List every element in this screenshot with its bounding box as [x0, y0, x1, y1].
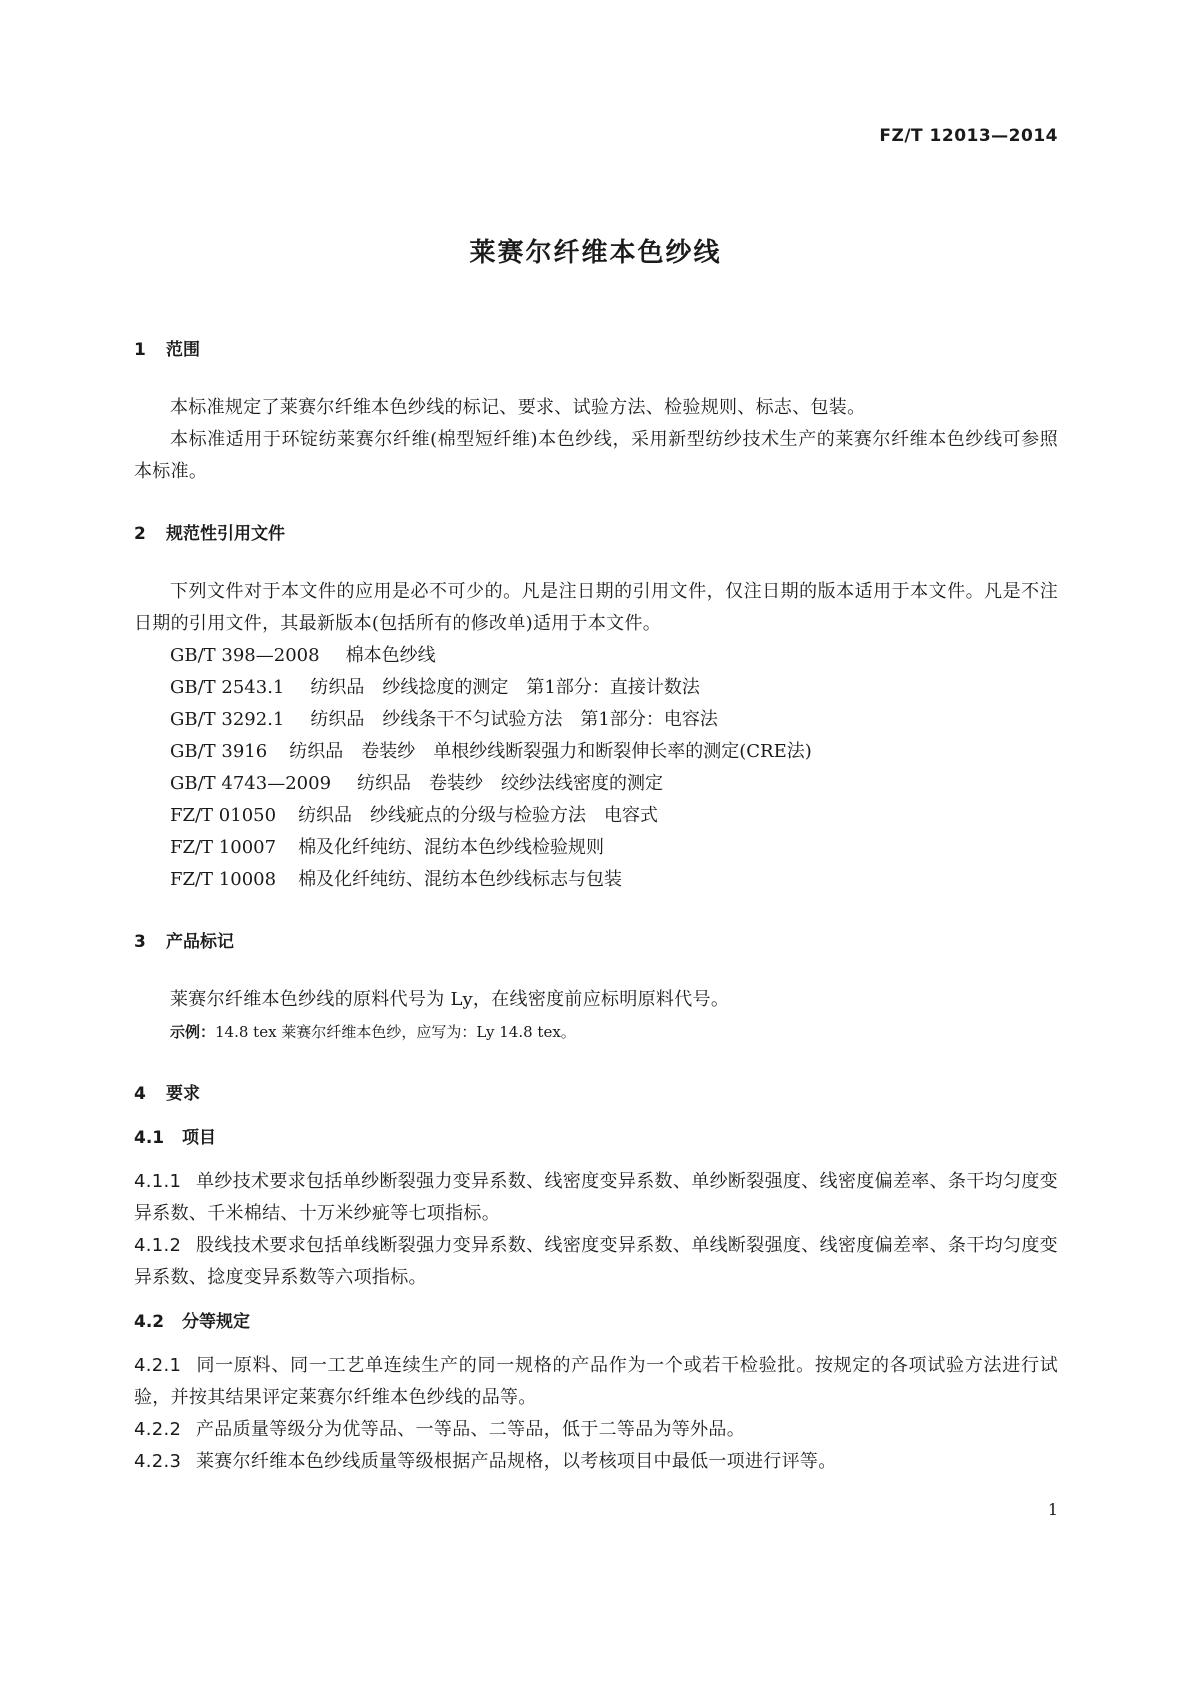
section-heading-1: [134, 334, 1058, 366]
clause-number: 4.2.2: [134, 1419, 182, 1440]
clause-text: 莱赛尔纤维本色纱线质量等级根据产品规格，以考核项目中最低一项进行评等。: [196, 1451, 837, 1472]
section-number: 2: [134, 524, 146, 544]
section-heading-4: [134, 1078, 1058, 1110]
reference-item: [134, 736, 1058, 768]
clause-4-1-2: [134, 1230, 1058, 1294]
reference-code: GB/T 3916: [170, 741, 268, 762]
example-note: [134, 1016, 1058, 1048]
clause-text: 单纱技术要求包括单纱断裂强力变异系数、线密度变异系数、单纱断裂强度、线密度偏差率、条干均匀度变异系数、千米棉结、十万米纱疵等七项指标。: [134, 1171, 1058, 1224]
clause-4-2-2: [134, 1414, 1058, 1446]
reference-title: 纺织品 纱线疵点的分级与检验方法 电容式: [298, 805, 659, 826]
reference-title: 纺织品 卷装纱 绞纱法线密度的测定: [357, 773, 664, 794]
section-number: 4: [134, 1084, 146, 1104]
section-title: 规范性引用文件: [166, 524, 285, 544]
paragraph: 本标准规定了莱赛尔纤维本色纱线的标记、要求、试验方法、检验规则、标志、包装。: [170, 397, 866, 418]
reference-title: 纺织品 纱线条干不匀试验方法 第1部分：电容法: [310, 709, 718, 730]
reference-code: GB/T 3292.1: [170, 709, 285, 730]
reference-code: GB/T 4743—2009: [170, 773, 332, 794]
document-title: 莱赛尔纤维本色纱线: [469, 238, 722, 268]
reference-item: [134, 640, 1058, 672]
example-label: 示例：: [170, 1023, 216, 1041]
standard-code: FZ/T 12013—2014: [879, 126, 1058, 146]
section-number: 1: [134, 340, 146, 360]
reference-item: [134, 704, 1058, 736]
subsection-title: 项目: [182, 1128, 216, 1148]
clause-text: 产品质量等级分为优等品、一等品、二等品，低于二等品为等外品。: [196, 1419, 745, 1440]
clause-number: 4.2.3: [134, 1451, 182, 1472]
section-number: 3: [134, 932, 146, 952]
reference-code: GB/T 398—2008: [170, 645, 320, 666]
page-number: 1: [1047, 1500, 1058, 1519]
clause-text: 股线技术要求包括单线断裂强力变异系数、线密度变异系数、单线断裂强度、线密度偏差率、条干均匀度变异系数、捻度变异系数等六项指标。: [134, 1235, 1058, 1288]
reference-title: 棉及化纤纯纺、混纺本色纱线标志与包装: [298, 869, 623, 890]
clause-number: 4.1.1: [134, 1171, 182, 1192]
subsection-number: 4.1: [134, 1128, 165, 1148]
subsection-number: 4.2: [134, 1312, 165, 1332]
paragraph: 本标准适用于环锭纺莱赛尔纤维(棉型短纤维)本色纱线，采用新型纺纱技术生产的莱赛尔纤维本色纱线可参照本标准。: [134, 429, 1058, 482]
clause-text: 同一原料、同一工艺单连续生产的同一规格的产品作为一个或若干检验批。按规定的各项试验方法进行试验，并按其结果评定莱赛尔纤维本色纱线的品等。: [134, 1355, 1058, 1408]
clause-number: 4.1.2: [134, 1235, 182, 1256]
paragraph: 莱赛尔纤维本色纱线的原料代号为 Ly，在线密度前应标明原料代号。: [170, 989, 730, 1010]
reference-item: [134, 864, 1058, 896]
reference-item: [134, 768, 1058, 800]
reference-title: 棉本色纱线: [345, 645, 436, 666]
reference-item: [134, 832, 1058, 864]
reference-title: 纺织品 纱线捻度的测定 第1部分：直接计数法: [310, 677, 700, 698]
subsection-heading-4-2: [134, 1306, 1058, 1338]
reference-code: FZ/T 10008: [170, 869, 277, 890]
paragraph: 下列文件对于本文件的应用是必不可少的。凡是注日期的引用文件，仅注日期的版本适用于本文件。凡是不注日期的引用文件，其最新版本(包括所有的修改单)适用于本文件。: [134, 581, 1058, 634]
subsection-title: 分等规定: [182, 1312, 250, 1332]
reference-item: [134, 672, 1058, 704]
section-title: 范围: [166, 340, 200, 360]
clause-4-1-1: [134, 1166, 1058, 1230]
section-title: 要求: [166, 1084, 200, 1104]
section-heading-2: [134, 518, 1058, 550]
reference-code: GB/T 2543.1: [170, 677, 285, 698]
clause-4-2-3: [134, 1446, 1058, 1478]
clause-4-2-1: [134, 1350, 1058, 1414]
subsection-heading-4-1: [134, 1122, 1058, 1154]
reference-title: 棉及化纤纯纺、混纺本色纱线检验规则: [298, 837, 605, 858]
reference-code: FZ/T 10007: [170, 837, 277, 858]
section-heading-3: [134, 926, 1058, 958]
section-title: 产品标记: [166, 932, 234, 952]
reference-code: FZ/T 01050: [170, 805, 277, 826]
clause-number: 4.2.1: [134, 1355, 182, 1376]
document-body: [134, 334, 1058, 1478]
example-text: 14.8 tex 莱赛尔纤维本色纱，应写为：Ly 14.8 tex。: [215, 1023, 576, 1041]
reference-item: [134, 800, 1058, 832]
reference-title: 纺织品 卷装纱 单根纱线断裂强力和断裂伸长率的测定(CRE法): [289, 741, 812, 762]
